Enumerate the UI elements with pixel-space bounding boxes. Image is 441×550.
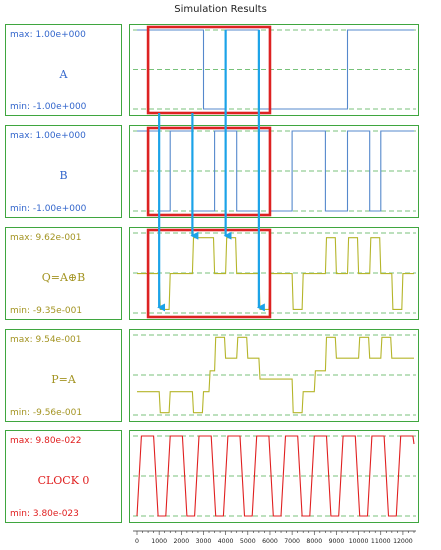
waveform-p [137, 337, 414, 412]
waveform-q [137, 238, 414, 310]
series-name-q: Q=A⊕B [41, 271, 86, 284]
series-name-a: A [59, 68, 68, 81]
x-tick-label: 2000 [173, 538, 190, 545]
min-label-b: min: -1.00e+000 [10, 204, 87, 214]
series-name-b: B [59, 169, 68, 182]
min-label-a: min: -1.00e+000 [10, 102, 87, 112]
chart-title: Simulation Results [174, 4, 267, 15]
x-tick-label: 5000 [239, 538, 256, 545]
x-tick-label: 0 [135, 538, 139, 545]
x-tick-label: 3000 [195, 538, 212, 545]
max-label-clock: max: 9.80e-022 [10, 436, 82, 446]
highlight-box-b [148, 128, 270, 215]
waveform-a [137, 30, 414, 109]
series-name-clock: CLOCK 0 [37, 474, 90, 487]
waveform-b [137, 131, 414, 211]
min-label-q: min: -9.35e-001 [10, 306, 83, 316]
highlight-box-a [148, 27, 270, 113]
series-name-p: P=A [51, 373, 76, 386]
x-tick-label: 6000 [262, 538, 278, 545]
x-tick-label: 7000 [284, 538, 300, 545]
x-tick-label: 10000 [348, 538, 369, 545]
x-tick-label: 11000 [370, 538, 391, 545]
waveform-c [137, 436, 414, 516]
max-label-b: max: 1.00e+000 [10, 131, 86, 141]
x-tick-label: 1000 [151, 538, 168, 545]
max-label-p: max: 9.54e-001 [10, 335, 82, 345]
max-label-q: max: 9.62e-001 [10, 233, 82, 243]
min-label-clock: min: 3.80e-023 [10, 509, 79, 519]
min-label-p: min: -9.56e-001 [10, 408, 83, 418]
x-tick-label: 9000 [328, 538, 345, 545]
x-tick-label: 8000 [306, 538, 323, 545]
x-tick-label: 4000 [217, 538, 234, 545]
max-label-a: max: 1.00e+000 [10, 30, 86, 40]
x-tick-label: 12000 [393, 538, 413, 545]
